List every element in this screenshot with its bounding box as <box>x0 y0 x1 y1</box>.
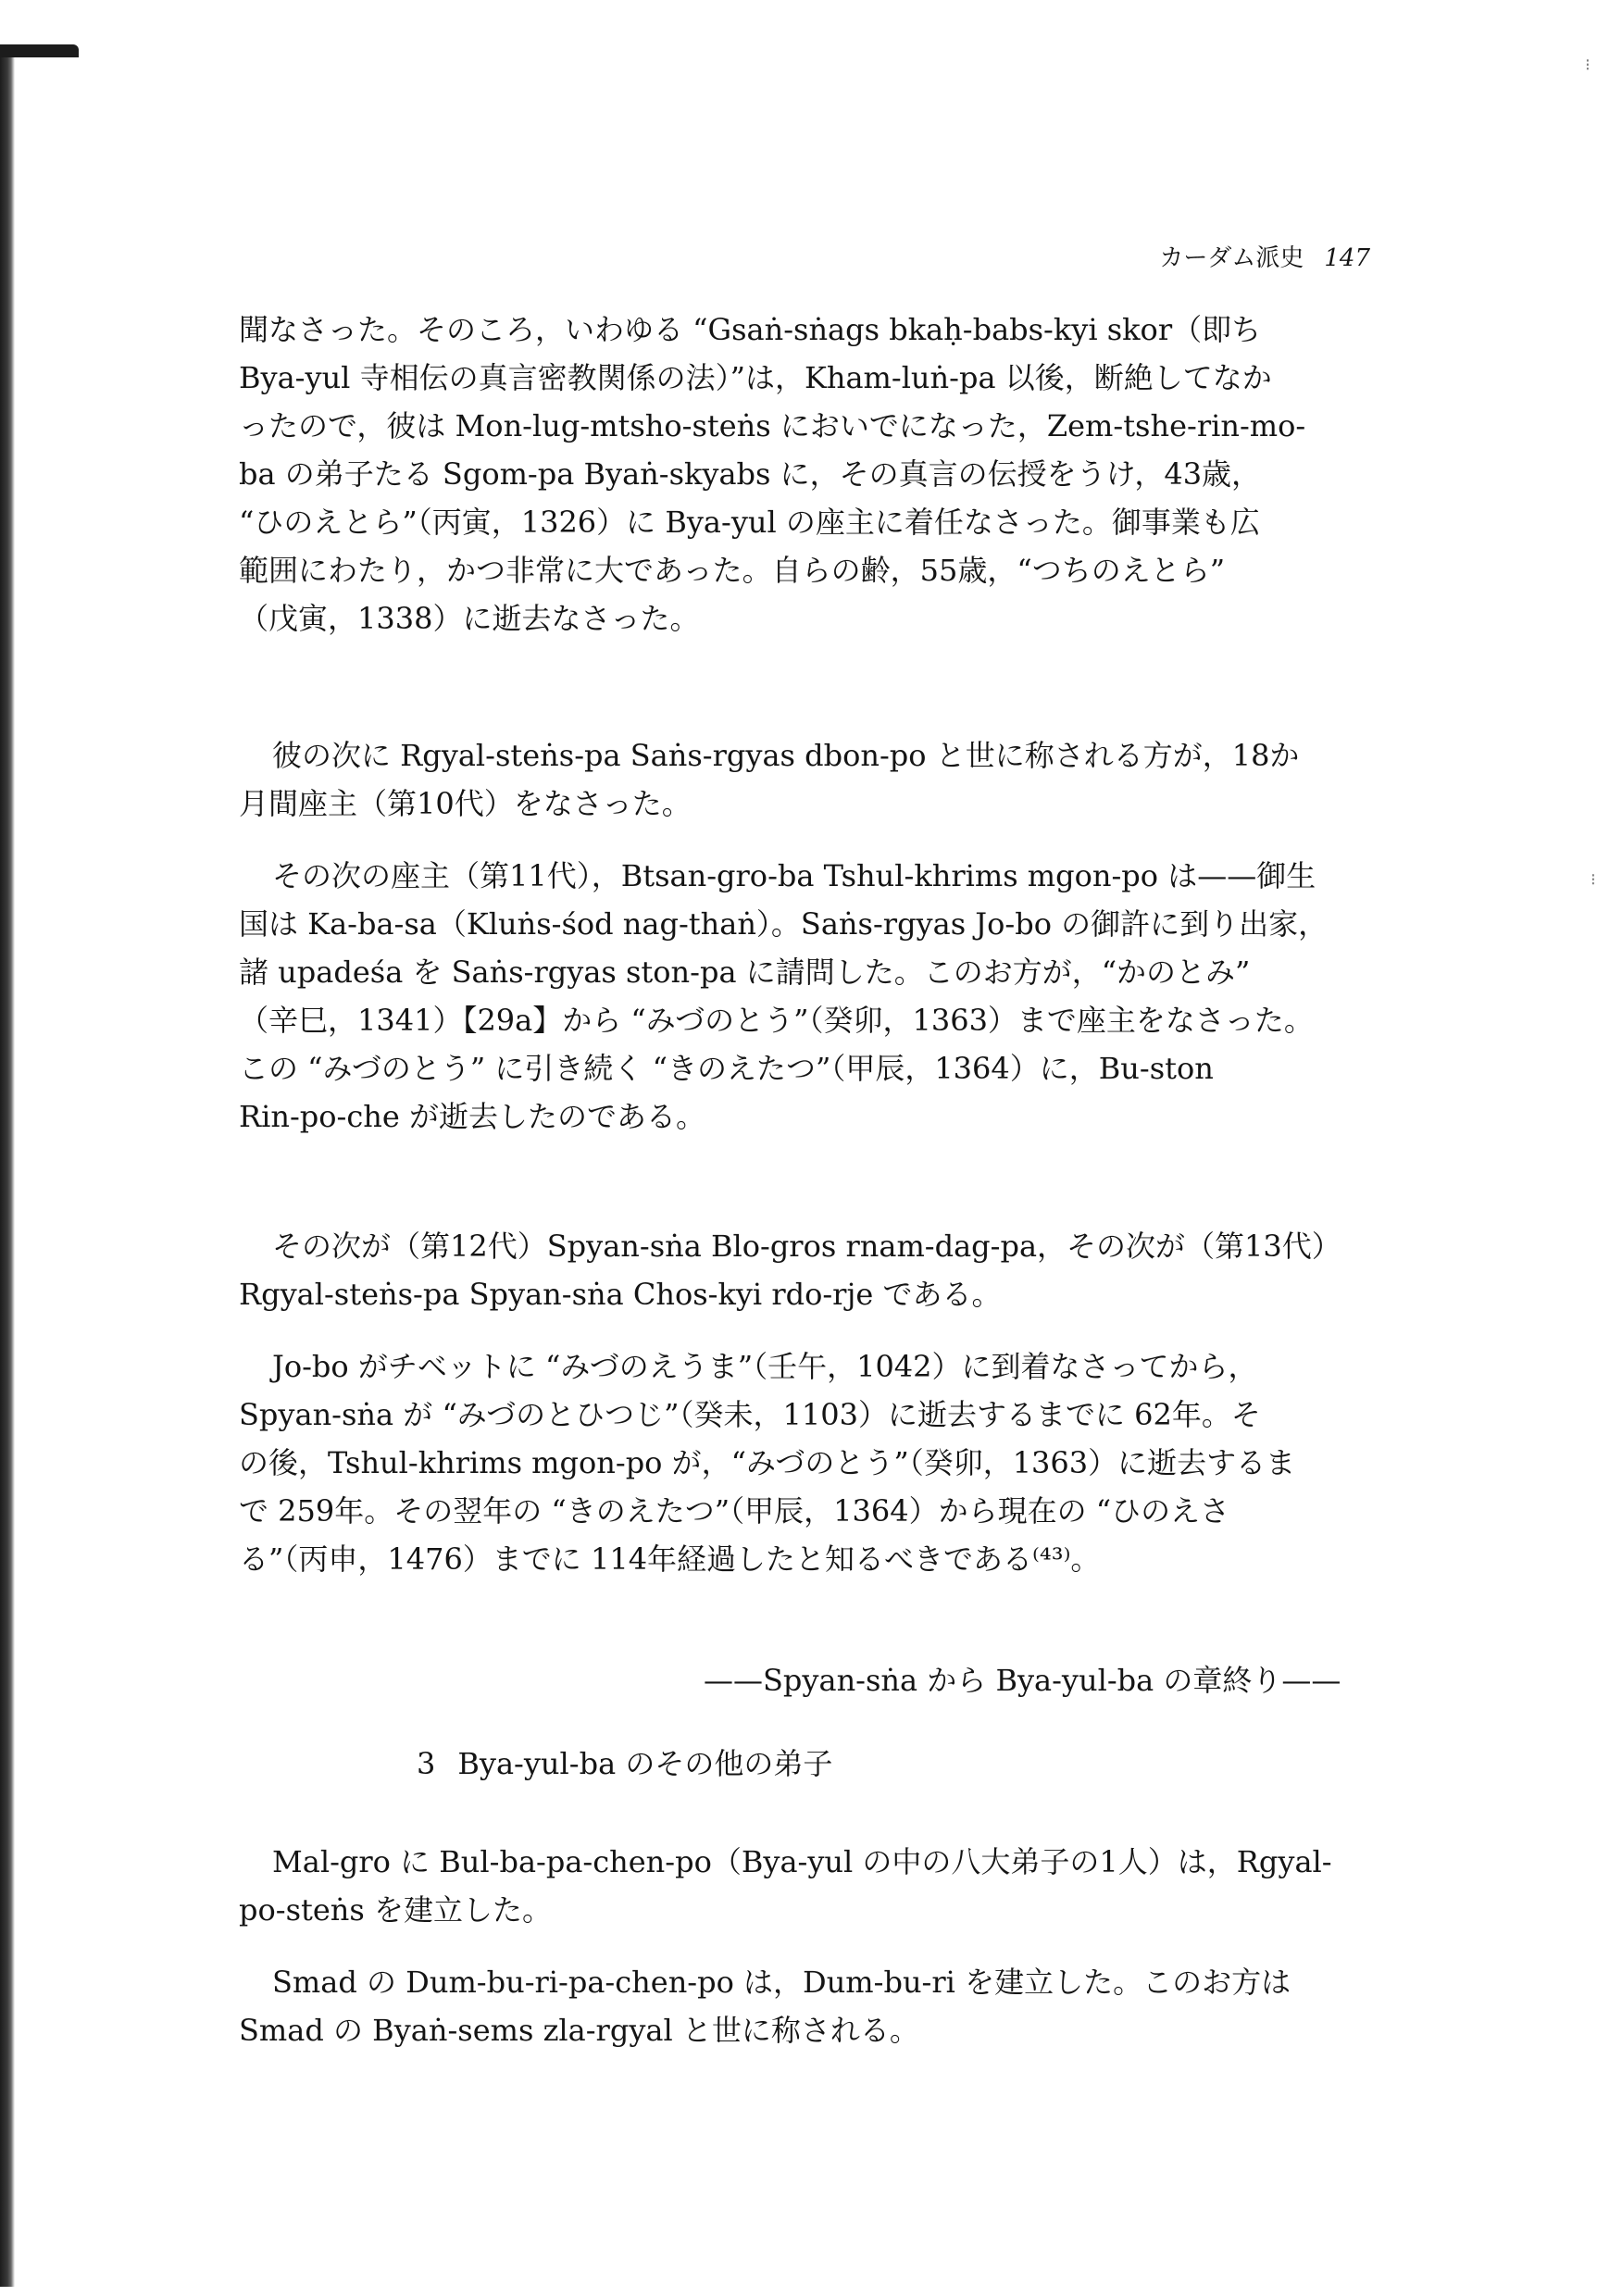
text-line: ったので，彼は Mon-lug-mtsho-steṅs においでになった，Zem-tshe-rin-mo- <box>239 408 1306 443</box>
text-line: この “みづのとう” に引き続く “きのえたつ”（甲辰，1364）に，Bu-ston <box>239 1051 1214 1086</box>
section-title: Bya-yul-ba のその他の弟子 <box>457 1746 833 1781</box>
text-line: で 259年。その翌年の “きのえたつ”（甲辰，1364）から現在の “ひのえさ <box>239 1493 1230 1529</box>
text-line: Rin-po-che が逝去したのである。 <box>239 1099 705 1134</box>
text-line: Jo-bo がチベットに “みづのえうま”（壬午，1042）に到着なさってから， <box>272 1349 1258 1384</box>
scan-speck: ⁝ <box>1585 56 1591 75</box>
text-line: 国は Ka-ba-sa（Kluṅs-śod nag-thaṅ）。Saṅs-rgyas Jo-bo の御許に到り出家， <box>239 906 1329 942</box>
paragraph <box>239 306 1370 643</box>
book-spine-corner <box>0 44 79 57</box>
text-line: po-steṅs を建立した。 <box>239 1892 552 1928</box>
section-heading <box>417 1741 832 1783</box>
paragraph <box>239 1958 1370 2054</box>
text-line: Smad の Byaṅ-sems zla-rgyal と世に称される。 <box>239 2013 919 2048</box>
text-line: その次が（第12代）Spyan-sṅa Blo-gros rnam-dag-pa，その次が（第13代） <box>272 1229 1341 1264</box>
text-line: Rgyal-steṅs-pa Spyan-sṅa Chos-kyi rdo-rje である。 <box>239 1277 1002 1312</box>
page-number: 147 <box>1324 244 1370 272</box>
text-line: 諸 upadeśa を Saṅs-rgyas ston-pa に請問した。このお方が，“かのとみ” <box>239 955 1251 990</box>
text-line: 範囲にわたり，かつ非常に大であった。自らの齢，55歳，“つちのえとら” <box>239 553 1226 588</box>
paragraph <box>239 1838 1370 1934</box>
text-line: Mal-gro に Bul-ba-pa-chen-po（Bya-yul の中の八大弟子の1人）は，Rgyal- <box>272 1844 1332 1879</box>
section-number: 3 <box>417 1746 436 1781</box>
paragraph <box>239 1222 1370 1318</box>
text-line: ba の弟子たる Sgom-pa Byaṅ-skyabs に，その真言の伝授をうけ，43歳， <box>239 456 1262 492</box>
paragraph <box>239 852 1370 1141</box>
text-line: の後，Tshul-khrims mgon-po が，“みづのとう”（癸卯，1363）に逝去するま <box>239 1445 1296 1480</box>
text-line: 彼の次に Rgyal-steṅs-pa Saṅs-rgyas dbon-po と世に称される方が，18か <box>272 738 1300 773</box>
text-line: その次の座主（第11代），Btsan-gro-ba Tshul-khrims mgon-po は——御生 <box>272 858 1316 893</box>
text-line: 聞なさった。そのころ，いわゆる “Gsaṅ-sṅags bkaḥ-babs-kyi skor（即ち <box>239 312 1262 347</box>
book-spine-shadow <box>0 46 15 2287</box>
text-line: 月間座主（第10代）をなさった。 <box>239 786 692 821</box>
text-line: （戊寅，1338）に逝去なさった。 <box>239 601 700 636</box>
chapter-end-marker: ——Spyan-sṅa から Bya-yul-ba の章終り—— <box>704 1663 1341 1698</box>
scan-speck: ⁝ <box>1591 870 1596 890</box>
running-header <box>1129 239 1370 273</box>
text-line: Bya-yul 寺相伝の真言密教関係の法）”は，Kham-luṅ-pa 以後，断絶してなか <box>239 360 1272 395</box>
text-line: “ひのえとら”（丙寅，1326）に Bya-yul の座主に着任なさった。御事業も広 <box>239 505 1260 540</box>
text-line: る”（丙申，1476）までに 114年経過したと知るべきである⁽⁴³⁾。 <box>239 1541 1101 1577</box>
text-line: Smad の Dum-bu-ri-pa-chen-po は，Dum-bu-ri を建立した。このお方は <box>272 1965 1291 2000</box>
running-title: カーダム派史 <box>1159 244 1304 272</box>
text-line: Spyan-sṅa が “みづのとひつじ”（癸未，1103）に逝去するまでに 62年。そ <box>239 1397 1261 1432</box>
paragraph <box>239 731 1370 828</box>
text-line: （辛巳，1341）【29a】から “みづのとう”（癸卯，1363）まで座主をなさった。 <box>239 1003 1314 1038</box>
paragraph <box>239 1342 1370 1583</box>
